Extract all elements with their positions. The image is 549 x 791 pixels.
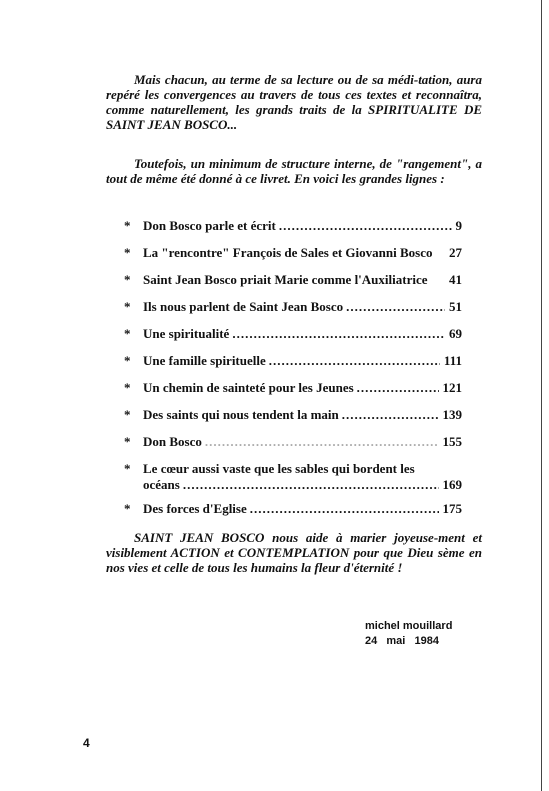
structure-text: Toutefois, un minimum de structure interne, de "rangement", a tout de même été donné à ce livret. En voici les grandes lignes : <box>106 156 482 186</box>
toc-page: 175 <box>442 501 462 516</box>
structure-paragraph <box>106 156 482 186</box>
toc-page: 111 <box>443 353 462 368</box>
toc-item <box>124 461 462 501</box>
closing-text: SAINT JEAN BOSCO nous aide à marier joyeuse-ment et visiblement ACTION et CONTEMPLATION pour que Dieu sème en nos vies et celle de tous les humains la fleur d'éternité ! <box>106 530 482 575</box>
toc-item <box>124 501 462 528</box>
page-edge-line <box>541 0 542 791</box>
bullet-icon: * <box>124 407 131 422</box>
toc-title: Des saints qui nous tendent la main <box>143 407 339 422</box>
page-number: 4 <box>83 736 90 750</box>
closing-paragraph <box>106 530 482 575</box>
toc-title: Don Bosco parle et écrit <box>143 218 276 233</box>
bullet-icon: * <box>124 272 131 287</box>
toc-page: 69 <box>449 326 462 341</box>
bullet-icon: * <box>124 299 131 314</box>
toc-item <box>124 380 462 407</box>
signature-name: michel mouillard <box>365 620 453 632</box>
toc-title: Ils nous parlent de Saint Jean Bosco <box>143 299 344 314</box>
toc-item <box>124 326 462 353</box>
toc-page: 155 <box>442 434 462 449</box>
bullet-icon: * <box>124 461 131 476</box>
toc-item <box>124 353 462 380</box>
bullet-icon: * <box>124 380 131 395</box>
bullet-icon: * <box>124 353 131 368</box>
bullet-icon: * <box>124 326 131 341</box>
toc-title: La "rencontre" François de Sales et Giovanni Bosco <box>143 245 433 260</box>
bullet-icon: * <box>124 434 131 449</box>
toc-title: Saint Jean Bosco priait Marie comme l'Auxiliatrice <box>143 272 428 287</box>
toc-title-continued: océans <box>143 477 180 492</box>
toc-page: 9 <box>455 218 462 233</box>
toc-page: 27 <box>449 245 462 260</box>
toc-item <box>124 245 462 272</box>
toc-page: 169 <box>442 477 462 492</box>
bullet-icon: * <box>124 501 131 516</box>
toc-page: 139 <box>442 407 462 422</box>
toc-item <box>124 434 462 461</box>
bullet-icon: * <box>124 245 131 260</box>
toc-title: Un chemin de sainteté pour les Jeunes <box>143 380 354 395</box>
toc-page: 41 <box>449 272 462 287</box>
toc-item <box>124 272 462 299</box>
toc-page: 121 <box>442 380 462 395</box>
intro-text: Mais chacun, au terme de sa lecture ou de sa médi-tation, aura repéré les convergences au travers de tous ces textes et reconnaîtra, comme naturellement, les grands traits de la SPIRITUALITE DE SAINT JEAN BOSCO... <box>106 72 482 132</box>
toc-title: Des forces d'Eglise <box>143 501 247 516</box>
toc-page: 51 <box>449 299 462 314</box>
toc-item <box>124 299 462 326</box>
table-of-contents <box>124 218 462 528</box>
bullet-icon: * <box>124 218 131 233</box>
intro-paragraph <box>106 72 482 132</box>
toc-title: Le cœur aussi vaste que les sables qui bordent les <box>143 461 415 476</box>
toc-item <box>124 407 462 434</box>
toc-title: Don Bosco <box>143 434 202 449</box>
toc-title: Une famille spirituelle <box>143 353 266 368</box>
toc-item <box>124 218 462 245</box>
toc-title: Une spiritualité <box>143 326 230 341</box>
signature-date: 24 mai 1984 <box>365 635 439 647</box>
